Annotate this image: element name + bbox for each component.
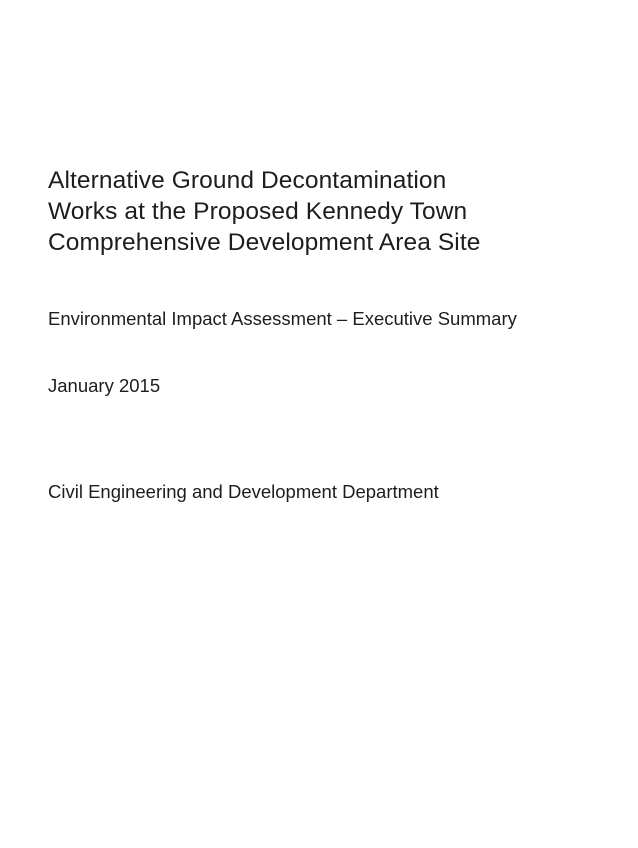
document-organization: Civil Engineering and Development Department xyxy=(48,481,439,502)
document-title-line-3: Comprehensive Development Area Site xyxy=(48,229,481,256)
document-title-line-1: Alternative Ground Decontamination xyxy=(48,167,447,194)
document-title-line-2: Works at the Proposed Kennedy Town xyxy=(48,198,468,225)
document-subtitle: Environmental Impact Assessment – Executive Summary xyxy=(48,308,517,329)
document-title xyxy=(48,165,480,258)
document-date: January 2015 xyxy=(48,375,161,396)
